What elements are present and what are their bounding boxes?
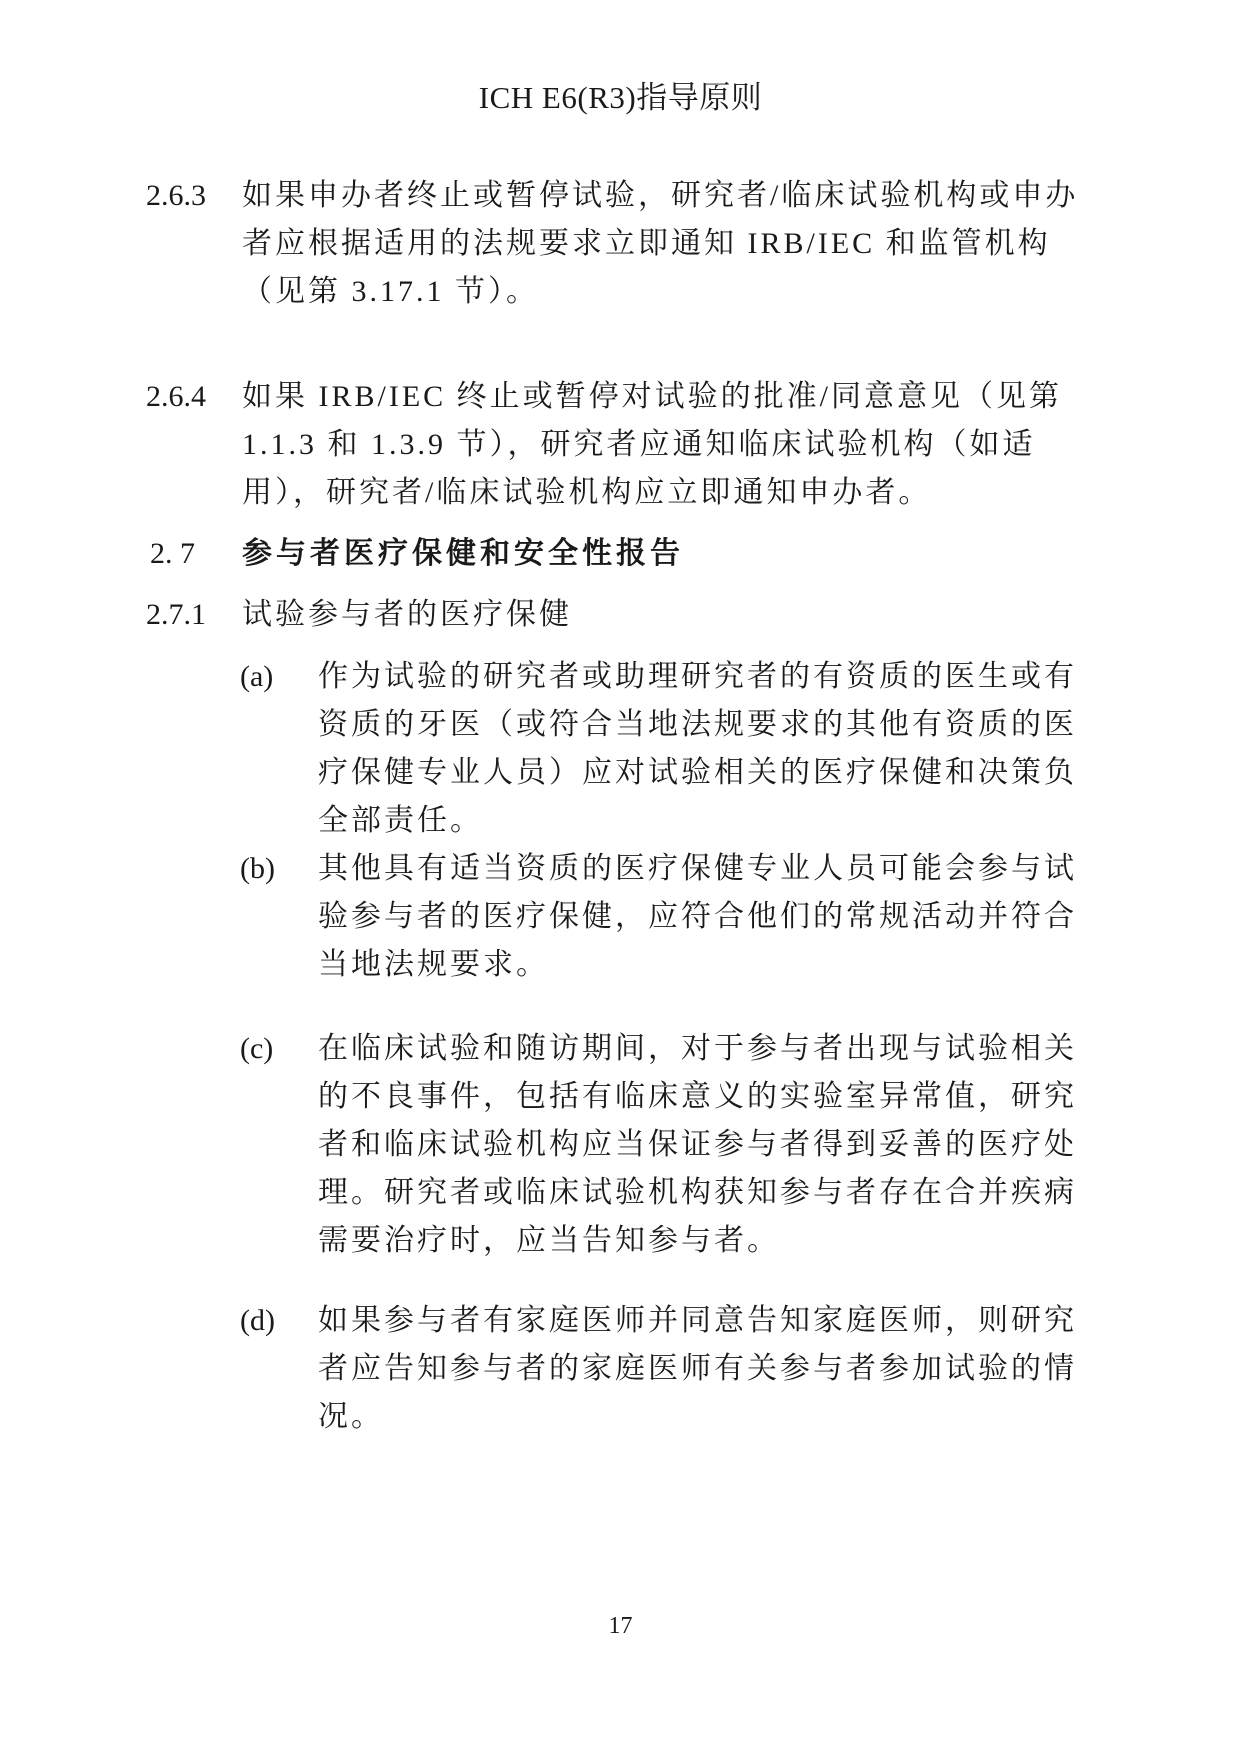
list-item-line: 如果参与者有家庭医师并同意告知家庭医师，则研究: [318, 1304, 1077, 1337]
paragraph-line: （见第 3.17.1 节）。: [242, 275, 539, 308]
section-number: 2. 7: [150, 537, 195, 570]
paragraph-line: 1.1.3 和 1.3.9 节），研究者应通知临床试验机构（如适: [242, 428, 1036, 461]
list-item-line: 需要治疗时，应当告知参与者。: [318, 1224, 780, 1257]
list-item-label: (b): [240, 852, 275, 885]
list-item-line: 其他具有适当资质的医疗保健专业人员可能会参与试: [318, 852, 1077, 885]
list-item-line: 者应告知参与者的家庭医师有关参与者参加试验的情: [318, 1352, 1077, 1385]
paragraph-line: 如果 IRB/IEC 终止或暂停对试验的批准/同意意见（见第: [242, 380, 1063, 413]
section-number: 2.7.1: [146, 598, 206, 631]
list-item-line: 的不良事件，包括有临床意义的实验室异常值，研究: [318, 1080, 1077, 1113]
section-number: 2.6.3: [146, 179, 206, 212]
list-item-line: 验参与者的医疗保健，应符合他们的常规活动并符合: [318, 900, 1077, 933]
list-item-label: (a): [240, 660, 274, 693]
list-item-label: (c): [240, 1032, 274, 1065]
list-item-line: 况。: [318, 1400, 384, 1433]
list-item-line: 在临床试验和随访期间，对于参与者出现与试验相关: [318, 1032, 1077, 1065]
section-number: 2.6.4: [146, 380, 206, 413]
paragraph-line: 者应根据适用的法规要求立即通知 IRB/IEC 和监管机构: [242, 227, 1051, 260]
paragraph-line: 如果申办者终止或暂停试验，研究者/临床试验机构或申办: [242, 179, 1079, 212]
list-item-line: 理。研究者或临床试验机构获知参与者存在合并疾病: [318, 1176, 1077, 1209]
section-heading: 试验参与者的医疗保健: [242, 598, 572, 631]
list-item-line: 疗保健专业人员）应对试验相关的医疗保健和决策负: [318, 756, 1077, 789]
list-item-line: 作为试验的研究者或助理研究者的有资质的医生或有: [318, 660, 1077, 693]
page-header: ICH E6(R3)指导原则: [478, 80, 763, 115]
list-item-line: 资质的牙医（或符合当地法规要求的其他有资质的医: [318, 708, 1077, 741]
list-item-line: 当地法规要求。: [318, 948, 549, 981]
paragraph-line: 用），研究者/临床试验机构应立即通知申办者。: [242, 476, 932, 509]
section-heading: 参与者医疗保健和安全性报告: [242, 537, 684, 570]
list-item-line: 者和临床试验机构应当保证参与者得到妥善的医疗处: [318, 1128, 1077, 1161]
page-number: 17: [608, 1613, 633, 1639]
list-item-label: (d): [240, 1304, 275, 1337]
list-item-line: 全部责任。: [318, 804, 483, 837]
